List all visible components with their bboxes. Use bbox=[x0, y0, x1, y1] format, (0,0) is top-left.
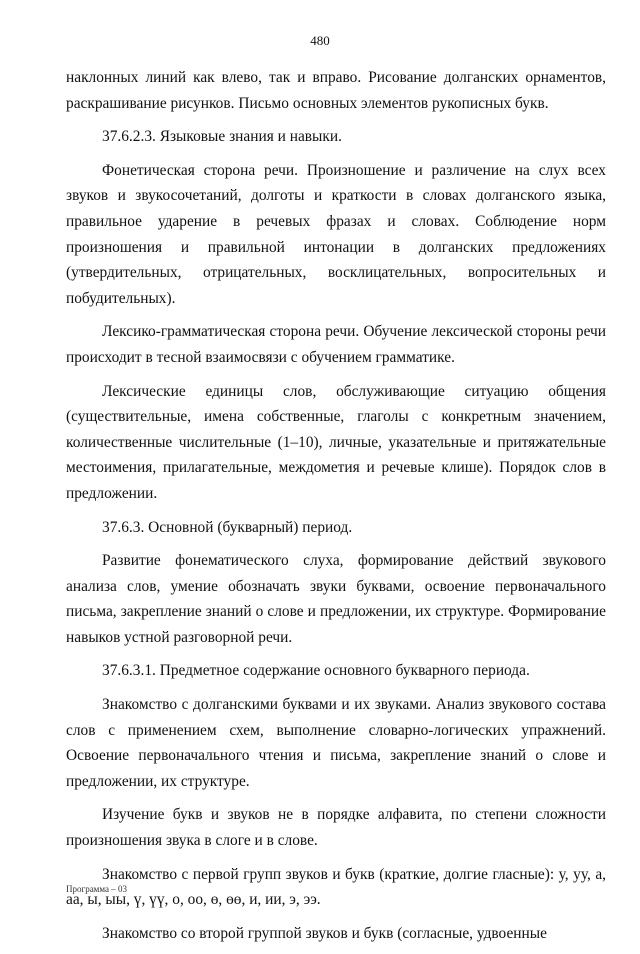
page-number: 480 bbox=[310, 33, 330, 48]
paragraph-continuation: наклонных линий как влево, так и вправо. Рисование долганских орнаментов, раскрашивание рисунков. Письмо основных элементов рукописных букв. bbox=[66, 69, 606, 112]
paragraph-phonemic-hearing: Развитие фонематического слуха, формирование действий звукового анализа слов, умение обозначать звуки буквами, освоение первоначального письма, закрепление знаний о слове и предложении, их структуре. Формирование навыков устной разговорной речи. bbox=[66, 552, 606, 646]
paragraph-first-group: Знакомство с первой групп звуков и букв (краткие, долгие гласные): у, уу, а, аа, ы, ыы, ү, үү, о, оо, ө, өө, и, ии, э, ээ. bbox=[66, 865, 606, 909]
section-heading-37-6-2-3: 37.6.2.3. Языковые знания и навыки. bbox=[102, 128, 342, 146]
section-heading-37-6-3-1: 37.6.3.1. Предметное содержание основного букварного периода. bbox=[102, 662, 530, 680]
paragraph-second-group: Знакомство со второй группой звуков и букв (согласные, удвоенные bbox=[102, 924, 547, 942]
paragraph-letters-intro: Знакомство с долганскими буквами и их звуками. Анализ звукового состава слов с применением схем, выполнение словарно-логических упражнений. Освоение первоначального чтения и письма, закрепление знаний о слове и предложении, их структуре. bbox=[66, 696, 606, 790]
page-body bbox=[66, 65, 606, 954]
paragraph-phonetics: Фонетическая сторона речи. Произношение и различение на слух всех звуков и звукосочетаний, долготы и краткости в словах долганского языка, правильное ударение в речевых фразах и словах. Соблюдение норм произношения и правильной интонации в долганских предложениях (утвердительных, отрицательных, восклицательных, вопросительных и побудительных). bbox=[66, 161, 606, 307]
paragraph-letter-order: Изучение букв и звуков не в порядке алфавита, по степени сложности произношения звука в слоге и в слове. bbox=[66, 806, 606, 850]
paragraph-lexical-units: Лексические единицы слов, обслуживающие ситуацию общения (существительные, имена собственные, глаголы с конкретным значением, количественные числительные (1–10), личные, указательные и притяжательные местоимения, прилагательные, междометия и речевые клише). Порядок слов в предложении. bbox=[66, 382, 606, 502]
section-heading-37-6-3: 37.6.3. Основной (букварный) период. bbox=[102, 518, 353, 536]
footer-program-code: Программа – 03 bbox=[66, 884, 128, 894]
paragraph-lexico-grammar: Лексико-грамматическая сторона речи. Обучение лексической стороны речи происходит в тесной взаимосвязи с обучением грамматике. bbox=[66, 323, 606, 366]
